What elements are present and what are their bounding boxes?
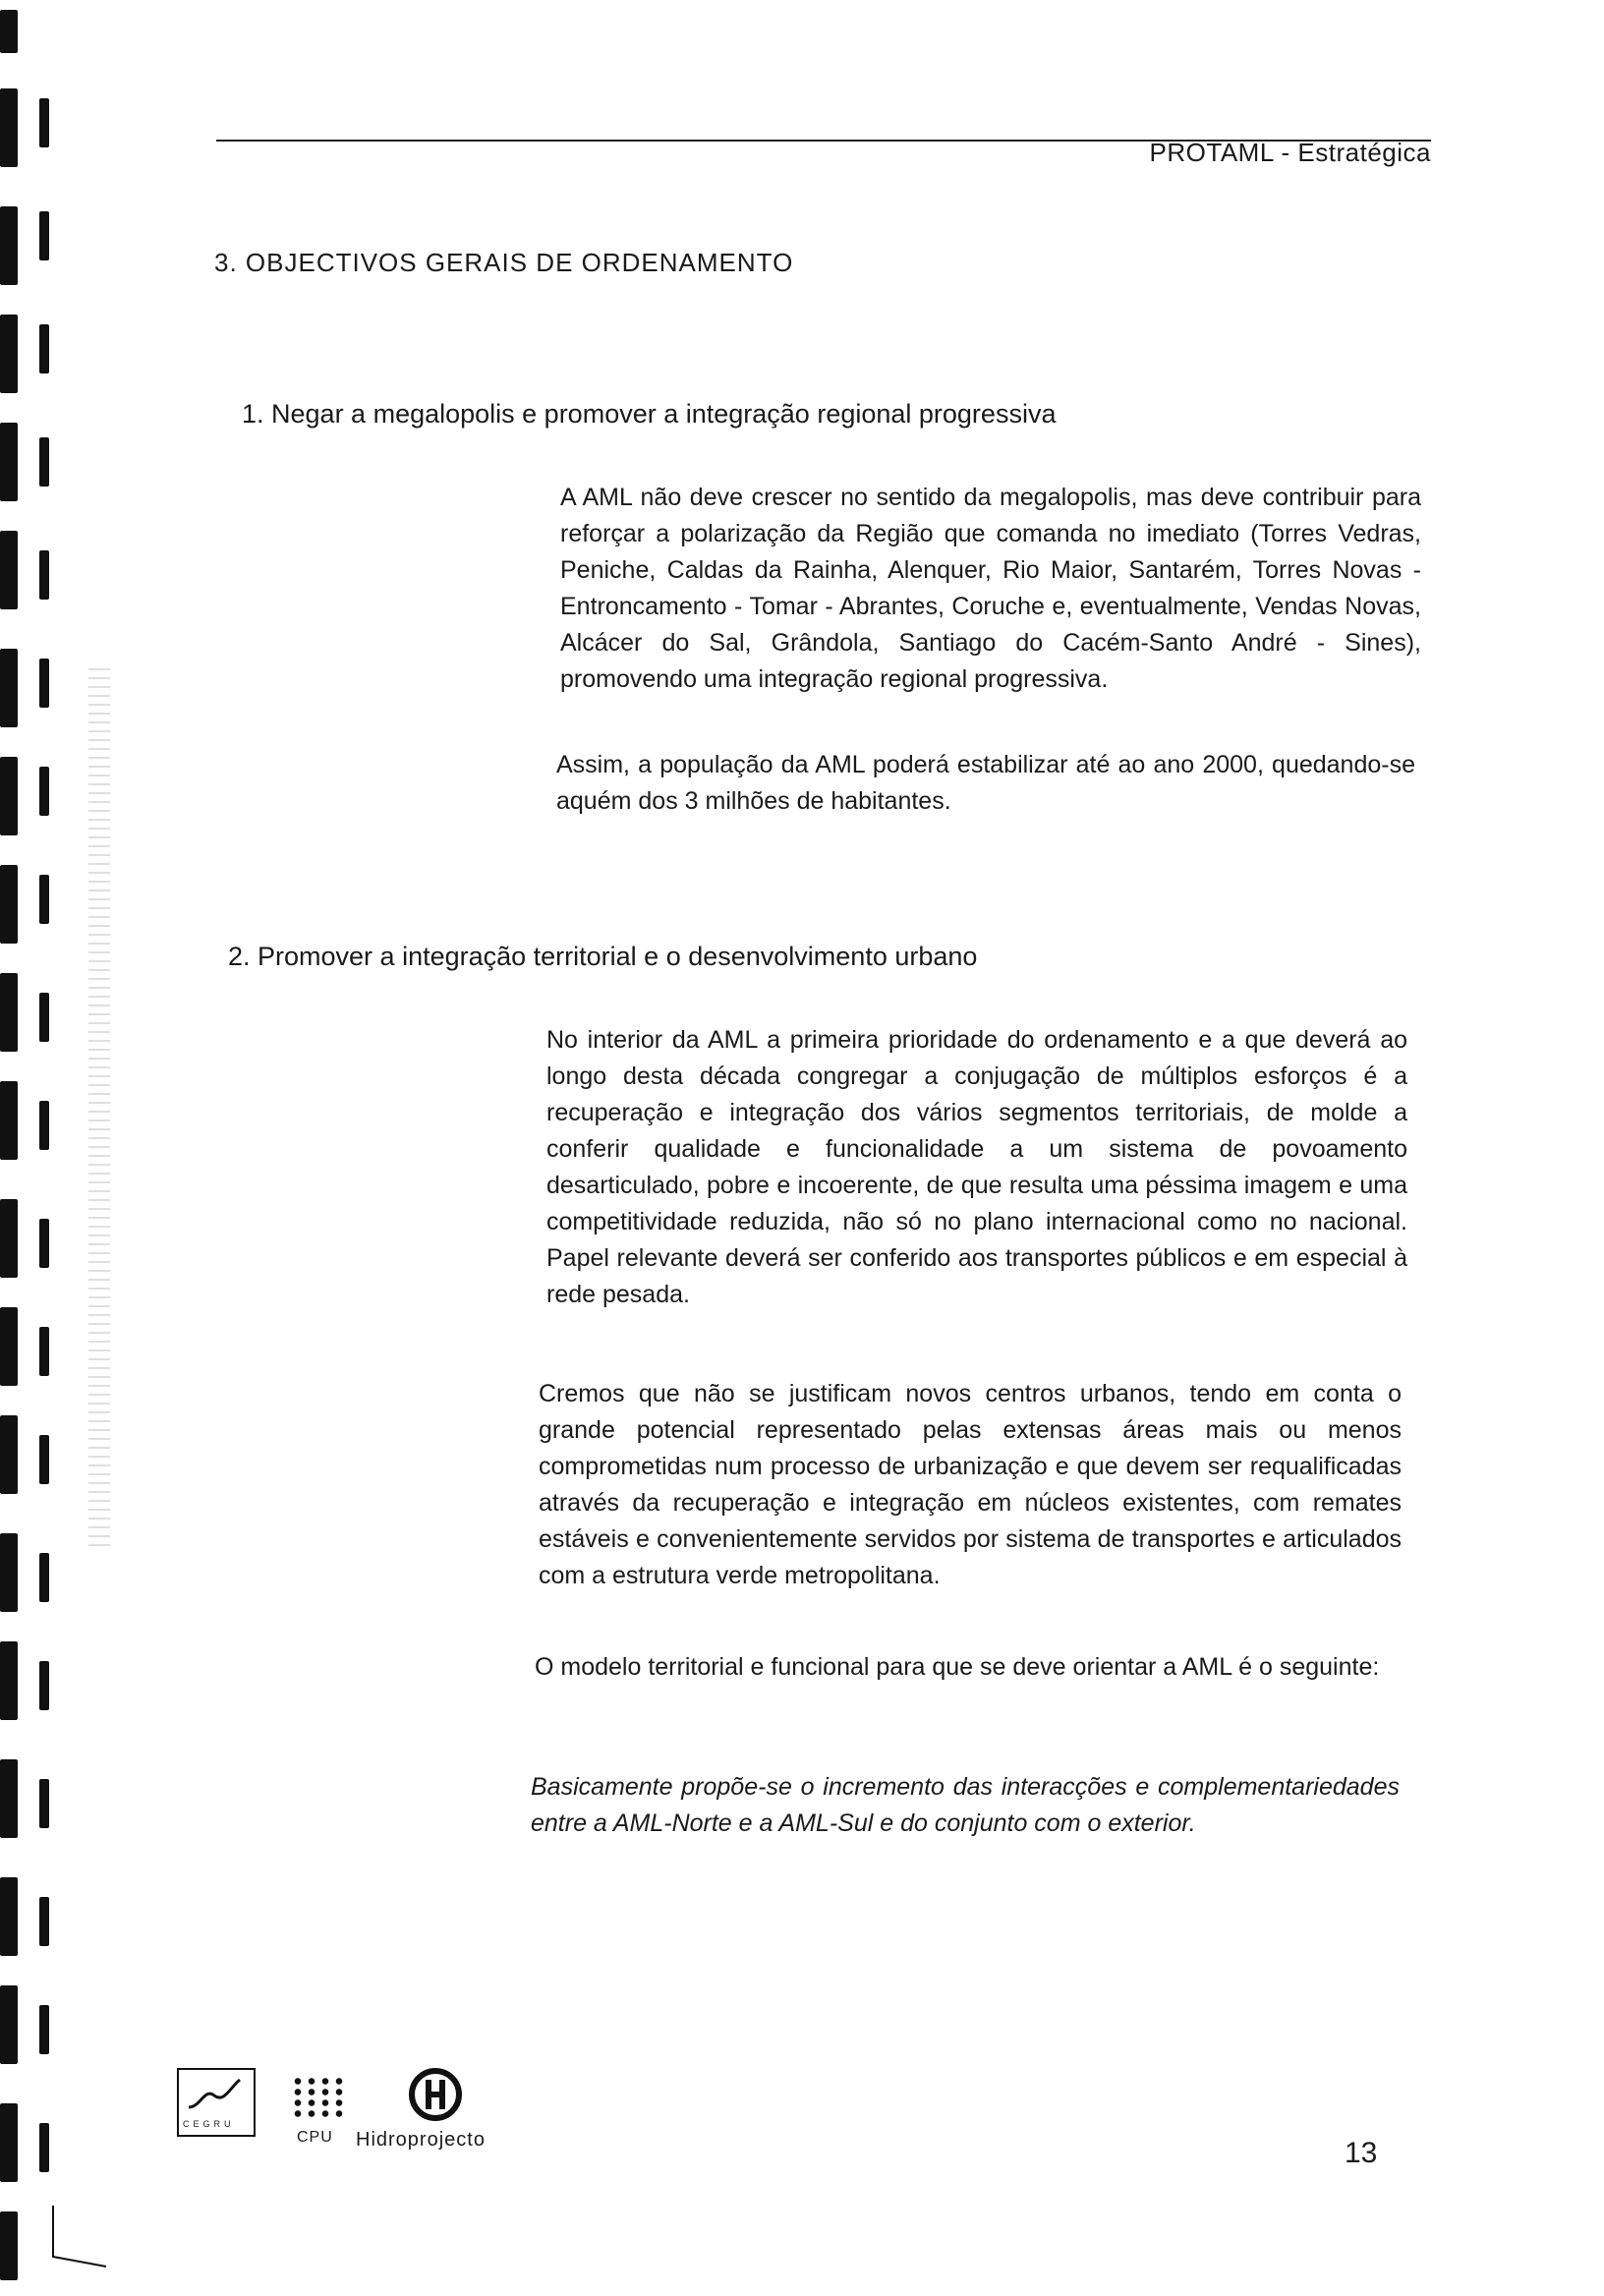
cpu-label: CPU: [297, 2129, 333, 2146]
binding-tooth: [0, 206, 18, 285]
cegru-caption: CEGRU: [183, 2119, 235, 2129]
binding-ring: [39, 1101, 49, 1150]
binding-ring: [39, 211, 49, 260]
hidroprojecto-logo-icon: [409, 2068, 462, 2121]
cpu-dot-grid-icon: [291, 2076, 346, 2119]
binding-tooth: [0, 1877, 18, 1956]
binding-tooth: [0, 1415, 18, 1494]
item-heading-2: 2. Promover a integração territorial e o desenvolvimento urbano: [228, 942, 978, 971]
footer-logos: [177, 2068, 531, 2151]
binding-tooth: [0, 10, 18, 53]
binding-tooth: [0, 1985, 18, 2064]
running-header: PROTAML - Estratégica: [1149, 138, 1431, 167]
binding-tooth: [0, 865, 18, 944]
binding-ring: [39, 659, 49, 708]
page-number: 13: [1345, 2137, 1378, 2169]
binding-ring: [39, 993, 49, 1042]
binding-tooth: [0, 88, 18, 167]
binding-ring: [39, 1219, 49, 1268]
paragraph: O modelo territorial e funcional para que se deve orientar a AML é o seguinte:: [535, 1653, 1380, 1681]
binding-tooth: [0, 2211, 18, 2280]
binding-ring: [39, 1661, 49, 1710]
binding-tooth: [0, 1081, 18, 1160]
binding-ring: [39, 875, 49, 924]
binding-tooth: [0, 531, 18, 609]
binding-ring: [39, 550, 49, 600]
binding-ring: [39, 1779, 49, 1828]
binding-ring: [39, 1435, 49, 1484]
binding-tooth: [0, 1307, 18, 1386]
binding-ring: [39, 1553, 49, 1602]
section-title: 3. OBJECTIVOS GERAIS DE ORDENAMENTO: [214, 248, 794, 277]
cegru-logo: [177, 2068, 256, 2137]
paragraph: Assim, a população da AML poderá estabilizar até ao ano 2000, quedando-se aquém dos 3 milhões de habitantes.: [556, 751, 1415, 815]
paragraph: Cremos que não se justificam novos centros urbanos, tendo em conta o grande potencial representado pelas extensas áreas mais ou menos comprometidas num processo de urbanização e que devem ser requalificadas através da recuperação e integração em núcleos existentes, com remates estáveis e convenientemente servidos por sistema de transportes e articulados com a estrutura verde metropolitana.: [539, 1380, 1402, 1589]
binding-ring: [39, 98, 49, 147]
spiral-binding: [0, 0, 59, 2296]
binding-ring: [39, 2123, 49, 2172]
binding-tooth: [0, 423, 18, 501]
binding-ring: [39, 1327, 49, 1376]
binding-tooth: [0, 1199, 18, 1278]
paragraph: A AML não deve crescer no sentido da megalopolis, mas deve contribuir para reforçar a polarização da Região que comanda no imediato (Torres Vedras, Peniche, Caldas da Rainha, Alenquer, Rio Maior, Santarém, Torres Novas - Entroncamento - Tomar - Abrantes, Coruche e, eventualmente, Vendas Novas, Alcácer do Sal, Grândola, Santiago do Cacém-Santo André - Sines), promovendo uma integração regional progressiva.: [560, 484, 1421, 693]
binding-ring: [39, 324, 49, 373]
binding-tooth: [0, 1533, 18, 1612]
binding-tooth: [0, 315, 18, 393]
binding-tooth: [0, 2103, 18, 2182]
binding-tooth: [0, 973, 18, 1052]
binding-tooth: [0, 757, 18, 835]
item-heading-1: 1. Negar a megalopolis e promover a integração regional progressiva: [242, 399, 1057, 429]
scan-artifact-strip: [88, 668, 110, 1553]
paragraph-italic: Basicamente propõe-se o incremento das interacções e complementariedades entre a AML-Norte e a AML-Sul e do conjunto com o exterior.: [531, 1773, 1400, 1837]
corner-mark-icon: [47, 2202, 116, 2270]
paragraph: No interior da AML a primeira prioridade do ordenamento e a que deverá ao longo desta década congregar a conjugação de múltiplos esforços é a recuperação e integração dos vários segmentos territoriais, de molde a conferir qualidade e funcionalidade a um sistema de povoamento desarticulado, pobre e incoerente, de que resulta uma péssima imagem e uma competitividade reduzida, não só no plano internacional como no nacional. Papel relevante deverá ser conferido aos transportes públicos e em especial à rede pesada.: [546, 1026, 1407, 1308]
binding-ring: [39, 2005, 49, 2054]
binding-tooth: [0, 649, 18, 727]
binding-ring: [39, 767, 49, 816]
binding-ring: [39, 1897, 49, 1946]
binding-ring: [39, 437, 49, 487]
binding-tooth: [0, 1759, 18, 1838]
binding-tooth: [0, 1641, 18, 1720]
wave-icon: [179, 2070, 254, 2119]
hidroprojecto-label: Hidroprojecto: [356, 2129, 486, 2151]
